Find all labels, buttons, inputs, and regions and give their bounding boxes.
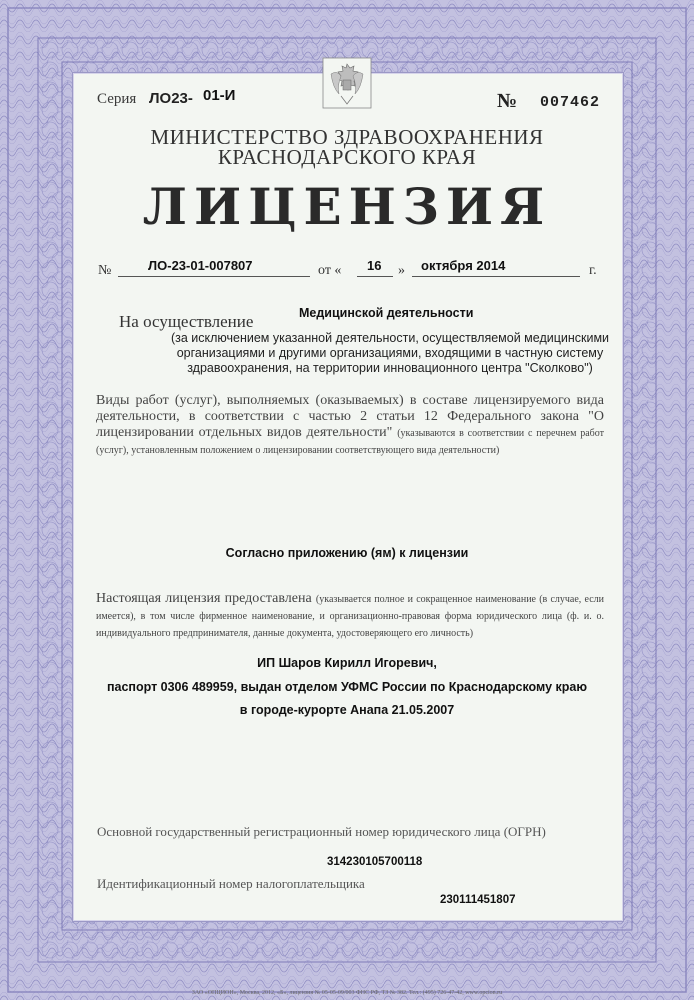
license-blank-number: 007462 bbox=[540, 94, 601, 111]
series-value: ЛО23- bbox=[149, 90, 193, 107]
license-number-value: ЛО-23-01-007807 bbox=[148, 258, 253, 273]
ogrn-value: 314230105700118 bbox=[327, 856, 423, 868]
license-number-label: № bbox=[98, 263, 112, 278]
ministry-line2: КРАСНОДАРСКОГО КРАЯ bbox=[217, 145, 477, 169]
day-underline bbox=[357, 276, 393, 277]
activity-label: На осуществление bbox=[119, 312, 254, 331]
printer-footer: ЗАО «ОПЦИОН», Москва, 2012, «Б», лицензия № 05-05-09/003 ФНС РФ, ТЗ № 382. Тел.: (495) 726-47-42, www.opcion.ru bbox=[191, 990, 503, 996]
ogrn-label: Основной государственный регистрационный номер юридического лица (ОГРН) bbox=[97, 824, 546, 839]
holder-note: (указывается полное и сокращенное наименование (в случае, если имеется), в том числе фирменное наименование, и организационно-правовая форма юридического лица (ф. и. о. индивидуального предпринимателя, данные документа, удостоверяющего его личность) bbox=[96, 594, 604, 639]
series-suffix: 01-И bbox=[203, 87, 236, 104]
activity-note: (за исключением указанной деятельности, осуществляемой медицинскими организациями и другими организациями, входящими в частную систему здравоохранения, на территории инновационного центра "Сколково") bbox=[170, 331, 610, 375]
coat-of-arms-emblem bbox=[317, 56, 377, 110]
license-number-underline bbox=[118, 276, 310, 277]
ministry-line1: МИНИСТЕРСТВО ЗДРАВООХРАНЕНИЯ bbox=[150, 125, 544, 149]
license-day: 16 bbox=[367, 258, 382, 273]
works-description: Виды работ (услуг), выполняемых (оказываемых) в составе лицензируемого вида деятельности, в соответствии с частью 2 статьи 12 Федерального закона "О лицензировании отдельных видов деятельности" bbox=[96, 393, 604, 440]
holder-passport: паспорт 0306 489959, выдан отделом УФМС России по Краснодарскому краю bbox=[106, 680, 588, 694]
works-text bbox=[96, 393, 604, 459]
works-note: (указываются в соответствии с перечнем работ (услуг), установленным положением о лицензировании соответствующего вида деятельности) bbox=[96, 428, 604, 456]
activity-value: Медицинской деятельности bbox=[299, 306, 474, 320]
holder-name: ИП Шаров Кирилл Игоревич, bbox=[257, 656, 437, 670]
holder-passport-place: в городе-курорте Анапа 21.05.2007 bbox=[239, 703, 455, 717]
inn-label: Идентификационный номер налогоплательщика bbox=[97, 876, 365, 891]
inn-value: 230111451807 bbox=[440, 894, 516, 906]
holder-label: Настоящая лицензия предоставлена bbox=[96, 591, 312, 606]
license-year-suffix: г. bbox=[589, 263, 597, 278]
document-title: ЛИЦЕНЗИЯ bbox=[142, 177, 552, 236]
license-close-quote: » bbox=[398, 263, 405, 278]
holder-text bbox=[96, 591, 604, 642]
license-from-label: от « bbox=[318, 263, 342, 278]
month-year-underline bbox=[412, 276, 580, 277]
works-value: Согласно приложению (ям) к лицензии bbox=[225, 546, 469, 560]
series-label: Серия bbox=[97, 91, 137, 107]
number-sign: № bbox=[497, 90, 518, 112]
license-month-year: октября 2014 bbox=[421, 258, 506, 273]
